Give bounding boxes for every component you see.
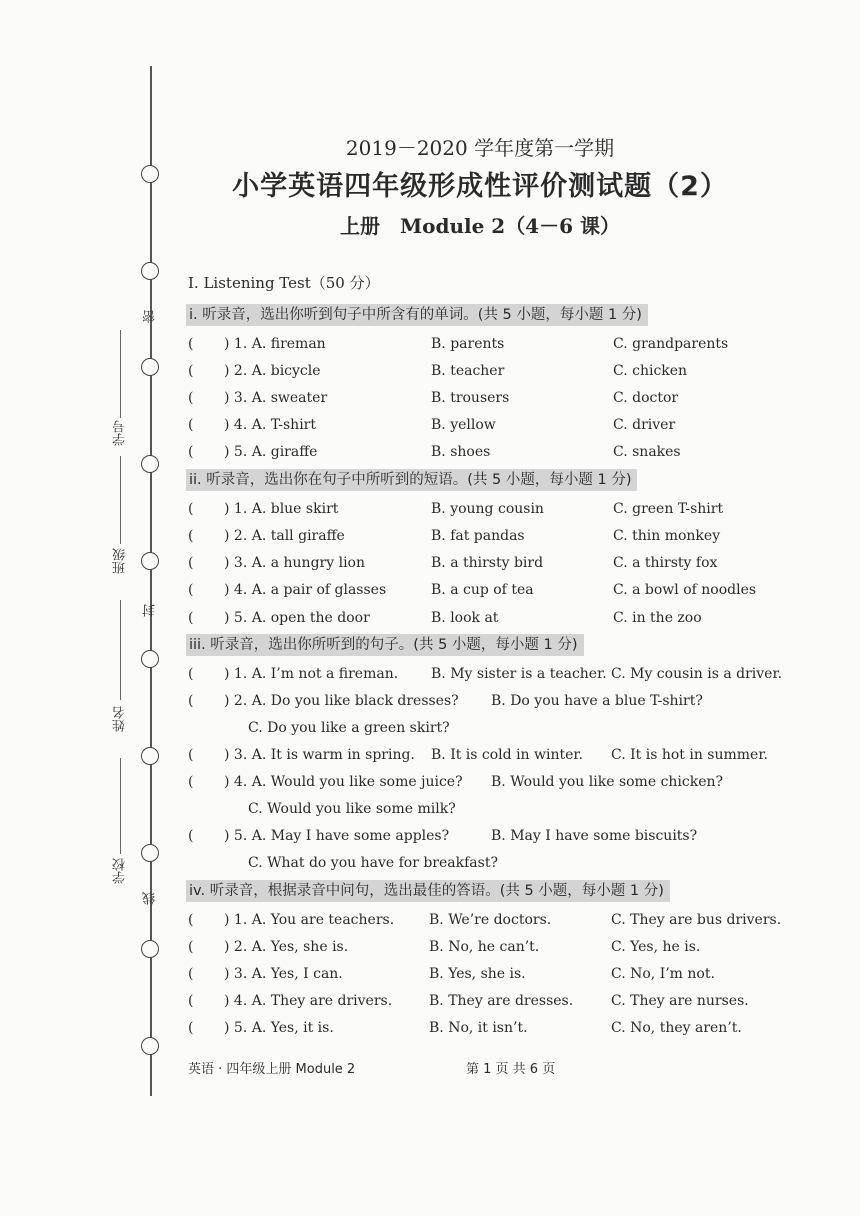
option-b: B. a cup of tea [431,582,534,598]
section-i-heading: i. 听录音，选出你听到句子中所含有的单词。(共 5 小题，每小题 1 分) [186,304,648,326]
option-c: C. grandparents [613,336,729,352]
option-c: C. green T-shirt [613,501,724,517]
school-field[interactable] [120,758,121,854]
option-a: ) 4. A. They are drivers. [224,993,393,1009]
option-c: C. chicken [613,363,688,379]
answer-blank[interactable]: ( [188,501,194,517]
seal-char-feng: 封 [143,604,158,617]
student-id-field[interactable] [120,330,121,418]
binding-hole [141,552,159,570]
answer-blank[interactable]: ( [188,966,194,982]
option-a: ) 5. A. May I have some apples? [224,828,450,844]
option-a: ) 2. A. Yes, she is. [224,939,349,955]
option-a: ) 4. A. Would you like some juice? [224,774,463,790]
footer-page-number: 第 1 页 共 6 页 [466,1062,556,1077]
option-a: ) 2. A. bicycle [224,363,321,379]
option-a: ) 2. A. tall giraffe [224,528,345,544]
option-b: B. Yes, she is. [429,966,526,982]
option-b: B. We’re doctors. [429,912,552,928]
school-label: 学校 [113,858,128,884]
class-label: 班级 [113,548,128,574]
option-a: ) 3. A. a hungry lion [224,555,365,571]
option-c: C. Yes, he is. [611,939,701,955]
option-c: C. a bowl of noodles [613,582,757,598]
option-a: ) 5. A. giraffe [224,444,318,460]
section-iv-heading: iv. 听录音，根据录音中问句，选出最佳的答语。(共 5 小题，每小题 1 分) [186,880,670,902]
answer-blank[interactable]: ( [188,444,194,460]
option-a: ) 3. A. sweater [224,390,328,406]
name-label: 姓名 [113,706,128,732]
section-ii-heading: ii. 听录音，选出你在句子中所听到的短语。(共 5 小题，每小题 1 分) [186,469,637,491]
option-b: B. teacher [431,363,505,379]
option-c: C. My cousin is a driver. [611,666,783,682]
option-c: C. a thirsty fox [613,555,718,571]
option-a: ) 3. A. Yes, I can. [224,966,343,982]
option-a: ) 2. A. Do you like black dresses? [224,693,459,709]
option-b: B. look at [431,610,499,626]
part-title: I. Listening Test（50 分） [188,274,380,292]
answer-blank[interactable]: ( [188,528,194,544]
option-b: B. Would you like some chicken? [491,774,724,790]
answer-blank[interactable]: ( [188,912,194,928]
option-c: C. thin monkey [613,528,721,544]
option-c: C. Do you like a green skirt? [248,720,450,736]
option-c: C. doctor [613,390,679,406]
binding-hole [141,940,159,958]
option-b: B. Do you have a blue T-shirt? [491,693,703,709]
option-c: C. No, I’m not. [611,966,715,982]
option-c: C. driver [613,417,676,433]
binding-hole [141,650,159,668]
option-a: ) 5. A. Yes, it is. [224,1020,334,1036]
answer-blank[interactable]: ( [188,555,194,571]
option-b: B. May I have some biscuits? [491,828,698,844]
option-a: ) 3. A. It is warm in spring. [224,747,415,763]
answer-blank[interactable]: ( [188,939,194,955]
option-a: ) 1. A. fireman [224,336,326,352]
answer-blank[interactable]: ( [188,390,194,406]
footer-subject: 英语 · 四年级上册 Module 2 [188,1062,356,1077]
answer-blank[interactable]: ( [188,774,194,790]
option-b: B. parents [431,336,505,352]
option-c: C. Would you like some milk? [248,801,456,817]
binding-hole [141,358,159,376]
option-c: C. in the zoo [613,610,702,626]
binding-hole [141,1037,159,1055]
option-c: C. No, they aren’t. [611,1020,742,1036]
option-a: ) 1. A. blue skirt [224,501,339,517]
option-b: B. young cousin [431,501,544,517]
option-b: B. trousers [431,390,510,406]
main-title: 小学英语四年级形成性评价测试题（2） [232,171,728,202]
answer-blank[interactable]: ( [188,610,194,626]
option-a: ) 5. A. open the door [224,610,370,626]
option-c: C. What do you have for breakfast? [248,855,498,871]
option-b: B. It is cold in winter. [431,747,584,763]
option-b: B. shoes [431,444,491,460]
option-b: B. yellow [431,417,496,433]
year-line: 2019－2020 学年度第一学期 [345,136,615,160]
answer-blank[interactable]: ( [188,363,194,379]
binding-hole [141,165,159,183]
option-b: B. a thirsty bird [431,555,544,571]
option-b: B. No, it isn’t. [429,1020,528,1036]
answer-blank[interactable]: ( [188,336,194,352]
answer-blank[interactable]: ( [188,582,194,598]
seal-char-mi: 密 [143,310,158,323]
option-a: ) 4. A. T-shirt [224,417,316,433]
answer-blank[interactable]: ( [188,828,194,844]
section-iii-heading: iii. 听录音，选出你所听到的句子。(共 5 小题，每小题 1 分) [186,634,584,656]
answer-blank[interactable]: ( [188,1020,194,1036]
answer-blank[interactable]: ( [188,417,194,433]
option-a: ) 4. A. a pair of glasses [224,582,387,598]
name-field[interactable] [120,600,121,700]
option-c: C. snakes [613,444,681,460]
binding-hole [141,455,159,473]
binding-hole [141,262,159,280]
option-b: B. No, he can’t. [429,939,540,955]
answer-blank[interactable]: ( [188,693,194,709]
answer-blank[interactable]: ( [188,666,194,682]
option-a: ) 1. A. You are teachers. [224,912,395,928]
student-id-label: 学号 [113,420,128,446]
option-b: B. My sister is a teacher. [431,666,607,682]
seal-char-xian: 线 [143,892,158,905]
option-b: B. fat pandas [431,528,525,544]
answer-blank[interactable]: ( [188,747,194,763]
option-c: C. They are nurses. [611,993,749,1009]
option-b: B. They are dresses. [429,993,574,1009]
option-c: C. It is hot in summer. [611,747,768,763]
binding-hole [141,844,159,862]
option-a: ) 1. A. I’m not a fireman. [224,666,399,682]
sub-title: 上册 Module 2（4－6 课） [340,214,620,238]
option-c: C. They are bus drivers. [611,912,782,928]
class-field[interactable] [120,456,121,544]
binding-hole [141,747,159,765]
answer-blank[interactable]: ( [188,993,194,1009]
